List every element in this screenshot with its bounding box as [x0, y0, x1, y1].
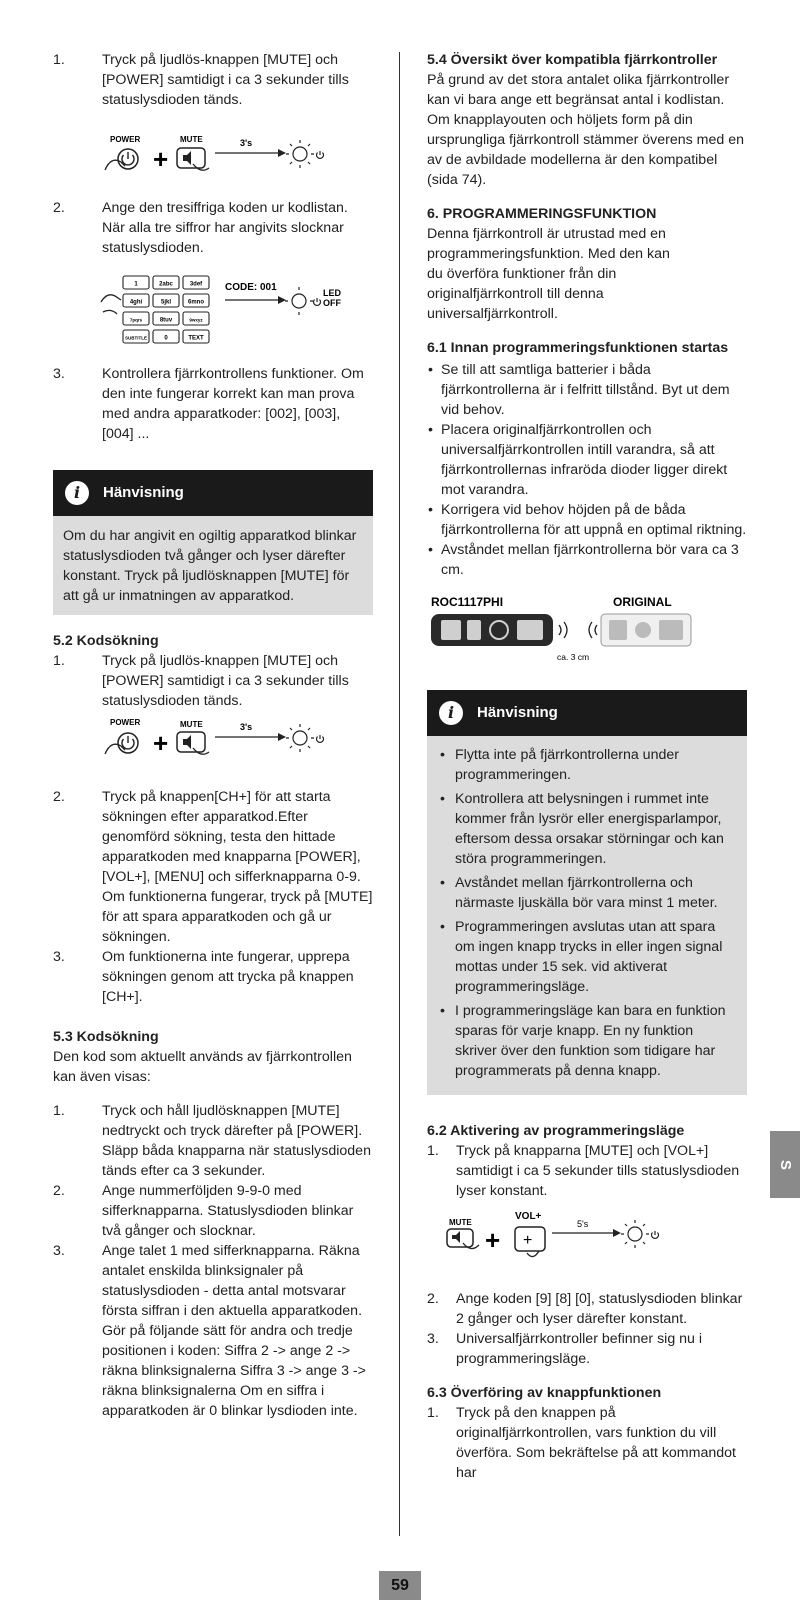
power-label: POWER [110, 718, 141, 727]
note-text: Om du har angivit en ogiltig apparatkod blinkar statuslysdioden två gånger och lyser därefter konstant. Tryck på ljudlösknappen [MUTE] för att gå ur inmatningen av apparatkod. [63, 528, 357, 604]
keypad-key-label: 3def [189, 281, 203, 288]
list-item: 2. Ange den tresiffriga koden ur kodlistan. När alla tre siffror har angivits slocknar statuslysdioden. [53, 200, 348, 256]
list-item: • Flytta inte på fjärrkontrollerna under programmeringen. [437, 745, 737, 785]
led-rays [286, 724, 314, 752]
section-heading-5-3: 5.3 Kodsökning [53, 1029, 159, 1045]
time-label: 5's [577, 1219, 589, 1229]
mute-label: MUTE [180, 135, 203, 144]
note-title: Hänvisning [477, 704, 558, 721]
hand-icon [193, 748, 209, 754]
hand-icon [193, 164, 209, 170]
hand-icon [101, 295, 121, 314]
list-item: • Se till att samtliga batterier i båda fjärrkontrollerna är i felfritt tillstånd. Byt ut dem vid behov. [427, 360, 747, 420]
note-body [427, 736, 747, 1095]
arrow-head-icon [613, 1229, 621, 1237]
note-header [427, 690, 747, 736]
section-heading-6: 6. PROGRAMMERINGSFUNKTION [427, 206, 657, 222]
power-symbol-small-icon [317, 151, 324, 158]
section-heading-5-2: 5.2 Kodsökning [53, 633, 159, 649]
list-item: 2. Ange nummerföljden 9-9-0 med sifferknapparna. Statuslysdioden blinkar två gånger och slocknar. [53, 1183, 354, 1239]
list-item: 1. Tryck och håll ljudlösknappen [MUTE] nedtryckt och tryck därefter på [POWER]. Släpp båda knapparna när statuslysdioden tänds efter ca 3 sekunder. [53, 1103, 371, 1179]
led-rays [286, 140, 314, 168]
steps-list-6-3 [427, 1403, 747, 1483]
power-symbol-small-icon [314, 298, 321, 305]
note-bullets [437, 745, 737, 1081]
led-icon [292, 294, 306, 308]
column-divider [399, 52, 400, 1536]
power-symbol-small-icon [317, 735, 324, 742]
note-box-2 [427, 690, 747, 1095]
list-item: 1. Tryck på den knappen på originalfjärrkontrollen, vars funktion du vill överföra. Som bekräftelse på att kommandot har [427, 1405, 736, 1481]
steps-list-6-2b [427, 1289, 747, 1369]
keypad-key-label: 2abc [159, 281, 173, 288]
distance-label: ca. 3 cm [557, 652, 590, 662]
list-item: 1. Tryck på ljudlös-knappen [MUTE] och [POWER] samtidigt i ca 3 sekunder tills statuslysdioden tänds. [53, 52, 349, 108]
remotes-diagram [427, 592, 747, 662]
page-number: 59 [379, 1571, 421, 1600]
model-label: ROC1117PHI [431, 595, 504, 609]
speaker-icon [452, 1231, 460, 1243]
steps-list-5-3 [53, 1101, 373, 1421]
keypad-key-label: 8tuv [159, 317, 173, 324]
hand-icon [527, 1251, 539, 1257]
led-on-icon [628, 1227, 642, 1241]
list-item: 1. Tryck på ljudlös-knappen [MUTE] och [POWER] samtidigt i ca 3 sekunder tills statuslysdioden tänds. [53, 653, 349, 709]
section-5-3-intro: Den kod som aktuellt används av fjärrkontrollen kan även visas: [53, 1049, 352, 1085]
keypad-key-label: 7pqrs [129, 317, 143, 323]
plus-sign: + [153, 144, 169, 174]
mute-vol-diagram [427, 1205, 747, 1269]
steps-list-5-2 [53, 651, 373, 711]
info-icon: i [439, 701, 463, 725]
list-item: 3. Ange talet 1 med sifferknapparna. Räkna antalet enskilda blinksignaler på statuslysdioden - detta antal motsvarar första siffran i den aktuella apparatkoden. Gör på följande sätt för andra och tredje positionen i koden: Siffra 2 -> ange 2 -> räkna blinksignalerna Siffra 3 -> ange 3 -> räkna blinksignalerna Om en siffra i apparatkoden är 0 blinkar lysdioden inte. [53, 1243, 366, 1419]
ir-waves-icon [559, 622, 567, 638]
keypad-key-label: 1 [134, 281, 138, 288]
list-item: • Korrigera vid behov höjden på de båda fjärrkontrollerna för att uppnå en optimal riktning. [427, 500, 747, 540]
list-item: • I programmeringsläge kan bara en funktion sparas för varje knapp. En ny funktion skriver över den funktion som tidigare har programmerats på denna knapp. [437, 1001, 737, 1081]
power-label: POWER [110, 135, 141, 144]
section-5-4-text: På grund av det stora antalet olika fjärrkontroller kan vi bara ange ett begränsat antal i kodlistan. Om knapplayouten och höljets form på din ursprungliga fjärrkontroll stämmer överens med en av de avbildade modellerna är den kompatibel (sida 74). [427, 72, 744, 188]
list-item: • Programmeringen avslutas utan att spara om ingen knapp trycks in eller ingen signal mottas under 15 sek. vid aktiverat programmeringsläge. [437, 917, 737, 997]
ir-waves-icon [589, 622, 597, 638]
section-heading-6-2: 6.2 Aktivering av programmeringsläge [427, 1123, 685, 1139]
plus-sign: + [485, 1225, 501, 1255]
section-6-text: Denna fjärrkontroll är utrustad med en programmeringsfunktion. Med den kan du överföra funktioner från din originalfjärrkontroll till denna universalfjärrkontroll. [427, 226, 670, 322]
list-item: 2. Ange koden [9] [8] [0], statuslysdioden blinkar 2 gånger och lyser därefter konstant. [427, 1291, 743, 1327]
note-header [53, 470, 373, 516]
list-item: 1. Tryck på knapparna [MUTE] och [VOL+] samtidigt i ca 5 sekunder tills statuslysdioden lyser konstant. [427, 1143, 740, 1199]
steps-list-a2 [53, 198, 373, 258]
language-side-tab: S [770, 1131, 800, 1198]
keypad-key-label: TEXT [188, 335, 204, 342]
keypad-key-label: 4ghi [129, 299, 143, 306]
time-label: 3's [240, 722, 253, 732]
steps-list-a [53, 50, 373, 110]
list-item: 2. Tryck på knappen[CH+] för att starta sökningen efter apparatkod.Efter genomförd sökning, testa den hittade apparatkoden med knapparna [POWER], [VOL+], [MENU] och sifferknapparna 0-9. Om funktionerna fungerar, tryck på [MUTE] för att spara apparatkoden och gå ur sökningen. [53, 789, 373, 945]
vol-plus-glyph: + [523, 1232, 533, 1249]
arrow-head-icon [278, 149, 286, 157]
mute-power-diagram-2 [53, 713, 373, 779]
keypad-key-label: 0 [164, 335, 168, 342]
section-heading-6-3: 6.3 Överföring av knappfunktionen [427, 1385, 662, 1401]
steps-list-a3 [53, 364, 373, 444]
speaker-icon [183, 735, 191, 749]
list-item: 3. Om funktionerna inte fungerar, upprepa sökningen genom att trycka på knappen [CH+]. [53, 949, 354, 1005]
keypad-key-label: 5jkl [160, 299, 172, 306]
keypad-code-diagram [53, 274, 373, 354]
list-item: 3. Universalfjärrkontroller befinner sig nu i programmeringsläge. [427, 1331, 703, 1367]
vol-label: VOL+ [515, 1211, 542, 1222]
keypad-key-label: SUBTITLE [125, 335, 147, 341]
mute-label: MUTE [449, 1218, 472, 1227]
list-item: • Avståndet mellan fjärrkontrollerna och närmaste ljuskälla bör vara minst 1 meter. [437, 873, 737, 913]
bullets-6-1 [427, 360, 747, 580]
list-item: 3. Kontrollera fjärrkontrollens funktioner. Om den inte fungerar korrekt kan man prova med andra apparatkoder: [002], [003], [004] ... [53, 366, 364, 442]
power-symbol-icon [122, 736, 134, 749]
left-column [53, 50, 373, 1421]
time-label: 3's [240, 138, 253, 148]
arrow-head-icon [278, 733, 286, 741]
arrow-head-icon [278, 296, 286, 304]
keypad-key-label: 6mno [187, 299, 205, 306]
note-title: Hänvisning [103, 484, 184, 501]
mute-label: MUTE [180, 720, 203, 729]
led-on-icon [293, 731, 307, 745]
led-rays [621, 1220, 649, 1248]
mute-power-diagram [53, 124, 373, 194]
steps-list-5-2b [53, 787, 373, 1007]
list-item: • Avståndet mellan fjärrkontrollerna bör vara ca 3 cm. [427, 540, 747, 580]
plus-sign: + [153, 728, 169, 758]
speaker-icon [183, 151, 191, 165]
list-item: • Placera originalfjärrkontrollen och universalfjärrkontrollen intill varandra, så att fjärrkontrollernas infraröda dioder ligger direkt mot varandra. [427, 420, 747, 500]
code-label: CODE: 001 [225, 282, 277, 293]
steps-list-6-2 [427, 1141, 747, 1201]
power-symbol-small-icon [652, 1231, 659, 1238]
led-on-icon [293, 147, 307, 161]
note-box [53, 470, 373, 615]
list-item: • Kontrollera att belysningen i rummet inte kommer från lysrör eller energisparlampor, eftersom dessa orsakar störningar och kan störa programmeringen. [437, 789, 737, 869]
led-rays [285, 287, 313, 315]
led-off-label: LED OFF [323, 288, 341, 308]
original-label: ORIGINAL [613, 595, 672, 609]
right-column [427, 50, 747, 1483]
original-remote-buttons [609, 620, 683, 640]
keypad-key-label: 9wxyz [189, 317, 203, 323]
section-heading-5-4: 5.4 Översikt över kompatibla fjärrkontroller [427, 52, 718, 68]
section-heading-6-1: 6.1 Innan programmeringsfunktionen startas [427, 340, 729, 356]
info-icon: i [65, 481, 89, 505]
power-symbol-icon [122, 152, 134, 165]
